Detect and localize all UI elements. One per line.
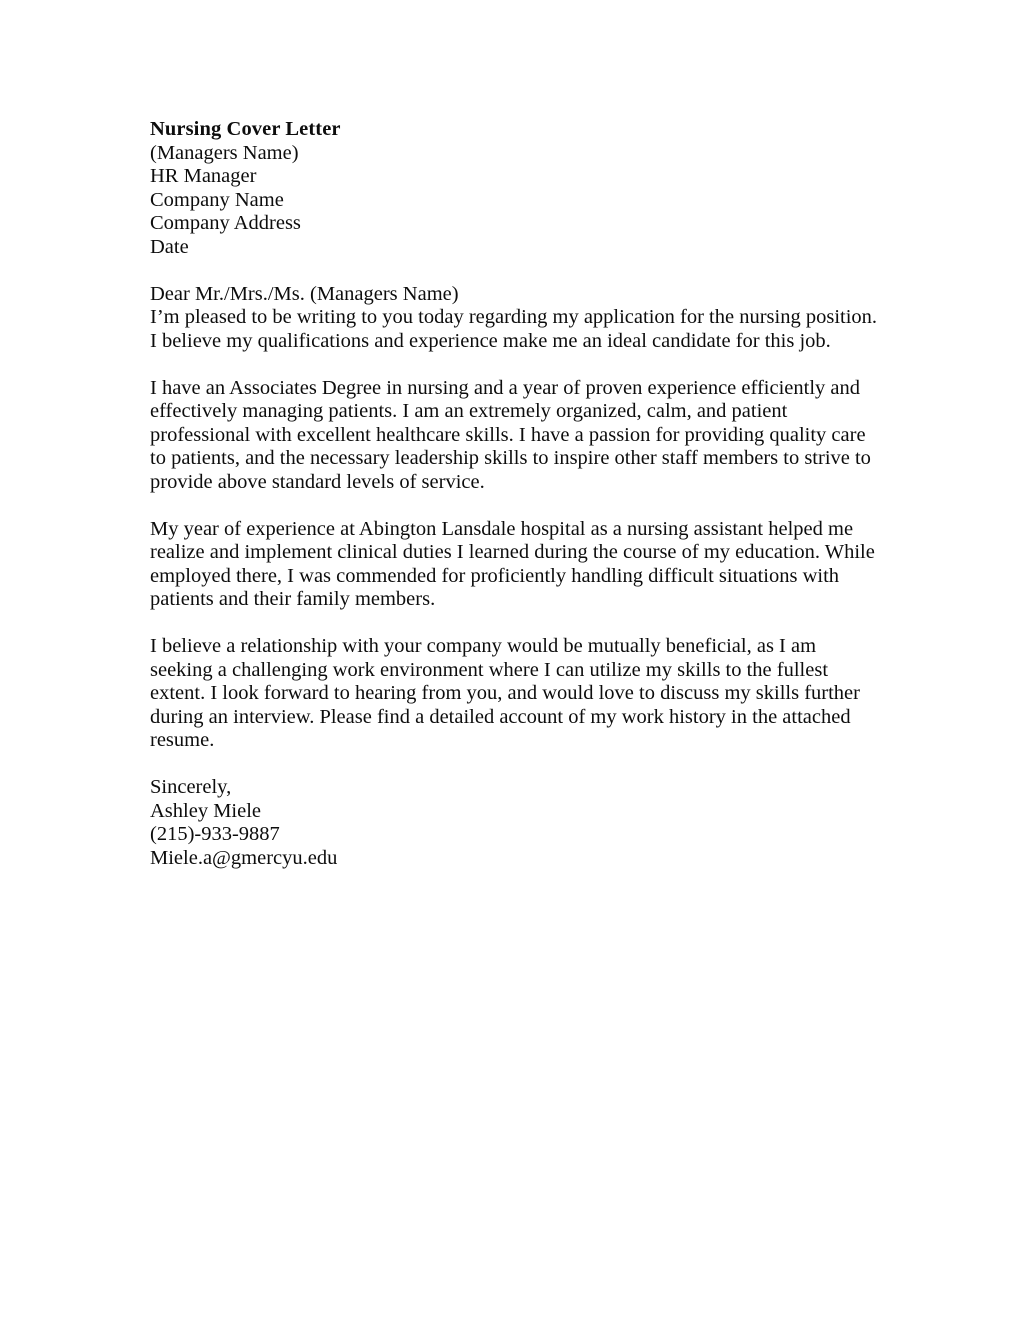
- paragraph-closing-pitch: I believe a relationship with your company would be mutually beneficial, as I am seeking a challenging work environment where I can utilize my skills to the fullest extent. I look forward to hearing from you, and would love to discuss my skills further during an interview. Please find a detailed account of my work history in the attached resume.: [150, 635, 860, 751]
- signature-name: Ashley Miele: [150, 799, 262, 822]
- letter-date: Date: [150, 235, 189, 258]
- recipient-company-address: Company Address: [150, 212, 301, 234]
- spacer-paragraph-2: [150, 494, 878, 518]
- spacer-before-signature: [150, 753, 878, 777]
- recipient-company-name: Company Name: [150, 188, 284, 211]
- signature-phone: (215)-933-9887: [150, 823, 280, 845]
- paragraph-experience: My year of experience at Abington Lansdale hospital as a nursing assistant helped me realize and implement clinical duties I learned during the course of my education. While employed there, I was commended for proficiently handling difficult situations with patients and their family members.: [150, 517, 875, 610]
- recipient-job-title: HR Manager: [150, 165, 257, 187]
- recipient-manager-name: (Managers Name): [150, 141, 299, 164]
- salutation: Dear Mr./Mrs./Ms. (Managers Name): [150, 282, 459, 305]
- page-title: Nursing Cover Letter: [150, 118, 341, 140]
- paragraph-qualifications: I have an Associates Degree in nursing and a year of proven experience efficiently and effectively managing patients. I am an extremely organized, calm, and patient professional with excellent healthcare skills. I have a passion for providing quality care to patients, and the necessary leadership skills to inspire other staff members to strive to provide above standard levels of service.: [150, 376, 871, 493]
- signature-email: Miele.a@gmercyu.edu: [150, 846, 338, 869]
- spacer-paragraph-3: [150, 612, 878, 636]
- closing-salutation: Sincerely,: [150, 776, 232, 798]
- paragraph-intro: I’m pleased to be writing to you today regarding my application for the nursing position. I believe my qualifications and experience make me an ideal candidate for this job.: [150, 306, 878, 352]
- spacer-before-salutation: [150, 259, 878, 283]
- cover-letter-body: [150, 118, 878, 870]
- spacer-paragraph-1: [150, 353, 878, 377]
